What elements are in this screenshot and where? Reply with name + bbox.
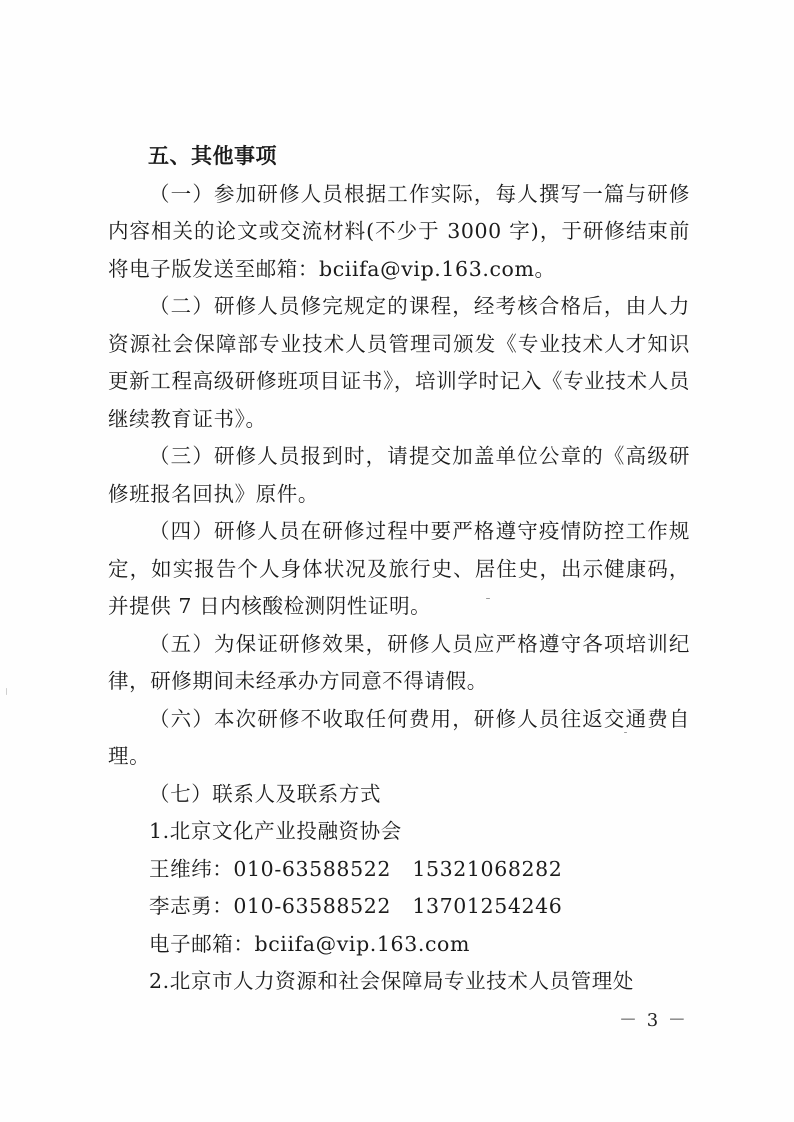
paragraph-1: （一）参加研修人员根据工作实际，每人撰写一篇与研修内容相关的论文或交流材料(不少于 3000 字)，于研修结束前将电子版发送至邮箱：bciifa@vip.163.com。	[108, 181, 690, 281]
paragraph-5: （五）为保证研修效果，研修人员应严格遵守各项培训纪律，研修期间未经承办方同意不得请假。	[108, 631, 690, 693]
paragraph-2: （二）研修人员修完规定的课程，经考核合格后，由人力资源社会保障部专业技术人员管理司颁发《专业技术人才知识更新工程高级研修班项目证书》，培训学时记入《专业技术人员继续教育证书》。	[108, 294, 690, 431]
scan-speck	[624, 732, 627, 733]
scan-speck	[486, 598, 490, 599]
section-heading: 五、其他事项	[148, 144, 277, 168]
paragraph-3: （三）研修人员报到时，请提交加盖单位公章的《高级研修班报名回执》原件。	[108, 444, 690, 506]
paragraph-6: （六）本次研修不收取任何费用，研修人员往返交通费自理。	[108, 706, 690, 768]
paragraph-4: （四）研修人员在研修过程中要严格遵守疫情防控工作规定，如实报告个人身体状况及旅行史、居住史，出示健康码，并提供 7 日内核酸检测阴性证明。	[108, 519, 690, 618]
contact-person-1: 王维纬：010-63588522 15321068282	[149, 856, 563, 881]
contact-org-1: 1.北京文化产业投融资协会	[149, 819, 402, 843]
contacts-title: （七）联系人及联系方式	[149, 781, 382, 806]
contact-org-2: 2.北京市人力资源和社会保障局专业技术人员管理处	[149, 969, 634, 993]
contact-person-2: 李志勇：010-63588522 13701254246	[149, 894, 563, 918]
document-body	[108, 138, 690, 1001]
scan-speck	[6, 688, 7, 695]
page-number: － 3 －	[619, 1010, 688, 1031]
contact-email: 电子邮箱：bciifa@vip.163.com	[149, 931, 471, 956]
